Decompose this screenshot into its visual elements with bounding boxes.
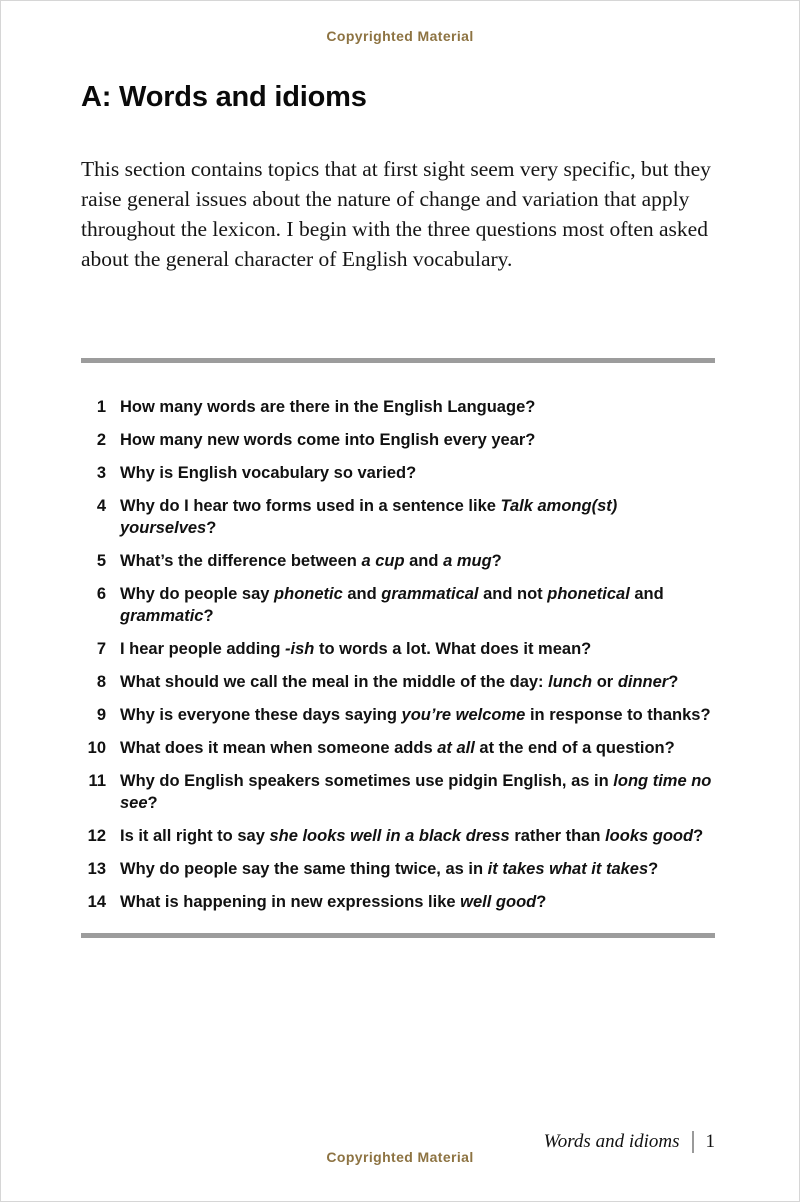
question-item (81, 462, 715, 484)
question-text-roman: Why do people say (120, 585, 275, 603)
question-item (81, 671, 715, 693)
question-text (120, 671, 715, 693)
question-item (81, 891, 715, 913)
question-text-roman: I hear people adding (120, 640, 286, 658)
question-text-roman: at the end of a question? (474, 739, 675, 757)
question-text-roman: What should we call the meal in the middle of the day: (120, 673, 549, 691)
question-number: 10 (87, 739, 106, 757)
divider-top (81, 358, 715, 363)
question-text-roman: Why do English speakers sometimes use pidgin English, as in (120, 772, 614, 790)
running-head: Words and idioms (543, 1131, 680, 1152)
question-text-italic: a mug (443, 552, 492, 570)
question-text-roman: ? (668, 673, 679, 691)
question-item (81, 825, 715, 847)
question-number: 12 (87, 827, 106, 845)
question-text-italic: dinner (617, 673, 669, 691)
question-item (81, 704, 715, 726)
question-text-roman: How many words are there in the English Language? (120, 398, 536, 416)
question-text-roman: What’s the difference between (120, 552, 362, 570)
question-item (81, 770, 715, 814)
divider-bottom (81, 933, 715, 938)
question-number: 6 (96, 585, 106, 603)
question-text-italic: looks good (605, 827, 694, 845)
question-text-italic: -ish (285, 640, 315, 658)
intro-paragraph: This section contains topics that at first sight seem very specific, but they raise general issues about the nature of change and variation that apply throughout the lexicon. I begin with the three questions most often asked about the general character of English vocabulary. (81, 157, 711, 271)
question-list (81, 396, 715, 913)
copyright-notice-bottom: Copyrighted Material (326, 1149, 474, 1165)
question-text-roman: ? (203, 607, 214, 625)
question-text (120, 891, 715, 913)
page-footer (1, 1131, 799, 1183)
question-text-roman: Why do people say the same thing twice, as in (120, 860, 488, 878)
question-text-italic: phonetical (547, 585, 630, 603)
question-item (81, 495, 715, 539)
question-text-roman: and (629, 585, 664, 603)
question-text-roman: Why do I hear two forms used in a sentence like (120, 497, 501, 515)
question-text-italic: grammatic (120, 607, 204, 625)
question-text-italic: well good (460, 893, 537, 911)
question-text-italic: phonetic (274, 585, 343, 603)
question-text-roman: or (592, 673, 618, 691)
question-item (81, 638, 715, 660)
question-text (120, 583, 715, 627)
question-number: 2 (96, 431, 106, 449)
question-text (120, 704, 715, 726)
question-text-italic: lunch (548, 673, 593, 691)
question-number: 13 (87, 860, 106, 878)
question-text-roman: to words a lot. What does it mean? (314, 640, 592, 658)
question-text-roman: ? (648, 860, 659, 878)
question-text-roman: ? (693, 827, 704, 845)
question-text-roman: ? (491, 552, 502, 570)
question-text-roman: Is it all right to say (120, 827, 270, 845)
question-text (120, 825, 715, 847)
question-text-italic: you’re welcome (401, 706, 526, 724)
question-number: 3 (96, 464, 106, 482)
question-number: 11 (88, 772, 106, 790)
question-text (120, 462, 715, 484)
question-number: 5 (96, 552, 106, 570)
question-text-roman: Why is English vocabulary so varied? (120, 464, 417, 482)
question-text-roman: What does it mean when someone adds (120, 739, 438, 757)
question-item (81, 583, 715, 627)
question-text (120, 550, 715, 572)
question-number: 14 (87, 893, 106, 911)
question-text-italic: at all (437, 739, 475, 757)
question-text-roman: Why is everyone these days saying (120, 706, 402, 724)
question-text-italic: grammatical (381, 585, 479, 603)
question-text-roman: and (342, 585, 382, 603)
question-item (81, 550, 715, 572)
question-number: 4 (96, 497, 106, 515)
question-text-italic: she looks well in a black dress (269, 827, 510, 845)
question-text-roman: ? (536, 893, 547, 911)
question-item (81, 429, 715, 451)
question-text-italic: Talk among(st) yourselves (120, 497, 618, 537)
question-number: 9 (96, 706, 106, 724)
question-text-roman: What is happening in new expressions like (120, 893, 461, 911)
question-text-roman: and not (478, 585, 548, 603)
question-text-roman: How many new words come into English every year? (120, 431, 536, 449)
question-text-roman: rather than (509, 827, 606, 845)
question-number: 1 (96, 398, 106, 416)
question-text (120, 737, 715, 759)
question-text-italic: it takes what it takes (487, 860, 649, 878)
question-number: 8 (96, 673, 106, 691)
question-text-roman: ? (147, 794, 158, 812)
question-text (120, 495, 715, 539)
question-text-italic: a cup (361, 552, 405, 570)
question-text (120, 396, 715, 418)
copyright-notice-top: Copyrighted Material (326, 28, 474, 44)
question-item (81, 396, 715, 418)
question-text-roman: ? (206, 519, 217, 537)
question-text-roman: and (404, 552, 444, 570)
question-text (120, 770, 715, 814)
page-number: 1 (705, 1131, 715, 1152)
question-text (120, 429, 715, 451)
question-text-roman: in response to thanks? (525, 706, 711, 724)
question-item (81, 858, 715, 880)
question-text-italic: long time no see (120, 772, 712, 812)
question-item (81, 737, 715, 759)
question-text (120, 858, 715, 880)
page-title: A: Words and idioms (81, 81, 367, 113)
question-number: 7 (96, 640, 106, 658)
question-text (120, 638, 715, 660)
